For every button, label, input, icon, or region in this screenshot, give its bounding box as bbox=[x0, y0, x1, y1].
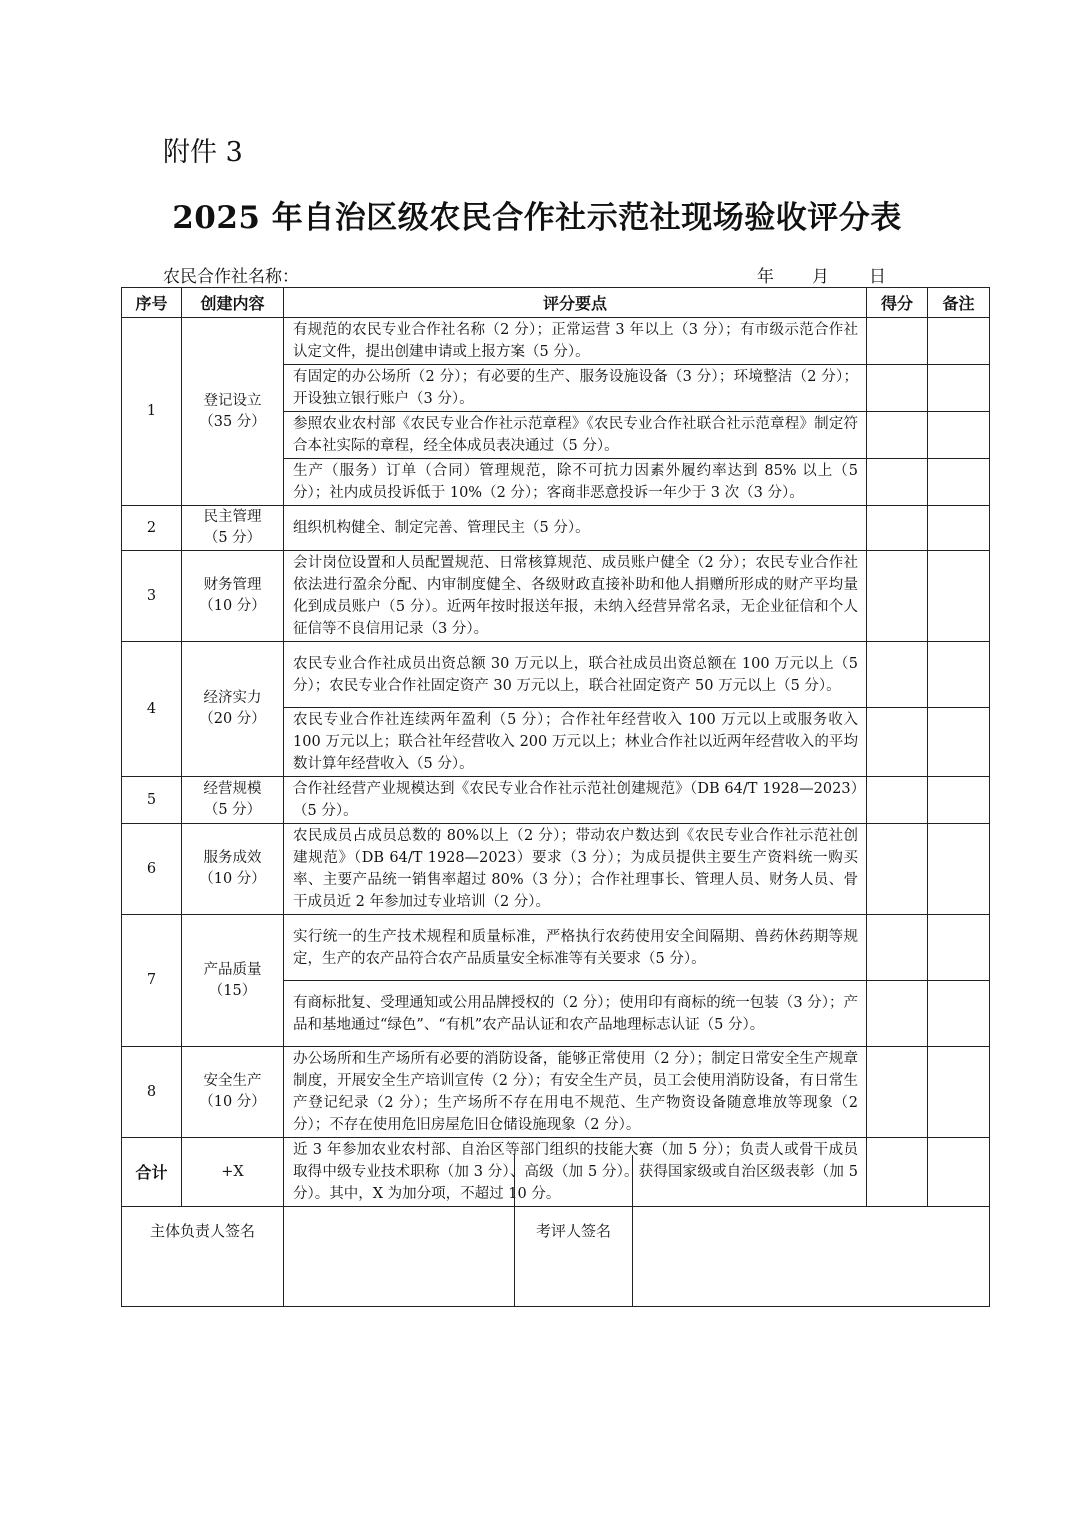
section-name: 服务成效 bbox=[203, 850, 262, 866]
section-max-score: （10 分） bbox=[199, 1094, 266, 1110]
score-cell[interactable] bbox=[867, 459, 928, 506]
section-name: 产品质量 bbox=[203, 961, 262, 978]
remark-cell[interactable] bbox=[928, 981, 990, 1047]
section-content bbox=[182, 642, 284, 777]
section-row bbox=[122, 777, 990, 824]
scoring-point: 实行统一的生产技术规程和质量标准，严格执行农药使用安全间隔期、兽药休药期等规定，生产的农产品符合农产品质量安全标准等有关要求（5 分）。 bbox=[284, 915, 867, 981]
scoring-point: 农民专业合作社成员出资总额 30 万元以上，联合社成员出资总额在 100 万元以上（5 分）；农民专业合作社固定资产 30 万元以上，联合社固定资产 50 万元以上（5 分）。 bbox=[284, 642, 867, 708]
section-number: 7 bbox=[122, 915, 182, 1047]
section-content bbox=[182, 777, 284, 824]
scoring-point: 合作社经营产业规模达到《农民专业合作社示范社创建规范》（DB 64/T 1928—2023）（5 分）。 bbox=[284, 777, 867, 824]
header-row bbox=[122, 288, 990, 318]
section-row bbox=[122, 1047, 990, 1138]
header-no: 序号 bbox=[122, 288, 182, 318]
section-max-score: （5 分） bbox=[203, 530, 262, 546]
scoring-point: 生产（服务）订单（合同）管理规范，除不可抗力因素外履约率达到 85% 以上（5 分）；社内成员投诉低于 10%（2 分）；客商非恶意投诉一年少于 3 次（3 分）。 bbox=[284, 459, 867, 506]
remark-cell[interactable] bbox=[928, 551, 990, 642]
attachment-label: 附件 3 bbox=[163, 137, 243, 168]
header-points: 评分要点 bbox=[284, 288, 867, 318]
scoring-point: 有规范的农民专业合作社名称（2 分）；正常运营 3 年以上（3 分）；有市级示范合作社认定文件，提出创建申请或上报方案（5 分）。 bbox=[284, 318, 867, 365]
section-content bbox=[182, 824, 284, 915]
date-row bbox=[757, 262, 886, 287]
section-max-score: （35 分） bbox=[199, 413, 266, 430]
section-number: 5 bbox=[122, 777, 182, 824]
remark-cell[interactable] bbox=[928, 642, 990, 708]
score-cell[interactable] bbox=[867, 777, 928, 824]
scoring-point: 农民成员占成员总数的 80%以上（2 分）；带动农户数达到《农民专业合作社示范社创建规范》（DB 64/T 1928—2023）要求（3 分）；为成员提供主要生产资料统一购买率、主要产品统一销售率超过 80%（3 分）；合作社理事长、管理人员、财务人员、骨干成员近 2 年参加过专业培训（2 分）。 bbox=[284, 824, 867, 915]
header-remark: 备注 bbox=[928, 288, 990, 318]
score-cell[interactable] bbox=[867, 1047, 928, 1138]
section-name: 民主管理 bbox=[203, 509, 262, 525]
section-content bbox=[182, 915, 284, 1047]
section-content bbox=[182, 551, 284, 642]
header-score: 得分 bbox=[867, 288, 928, 318]
section-max-score: （5 分） bbox=[203, 802, 262, 818]
section-max-score: （10 分） bbox=[199, 598, 266, 614]
score-cell[interactable] bbox=[867, 365, 928, 412]
section-content bbox=[182, 318, 284, 506]
bonus-points: 近 3 年参加农业农村部、自治区等部门组织的技能大赛（加 5 分）；负责人或骨干成员取得中级专业技术职称（加 3 分）、高级（加 5 分）。获得国家级或自治区级表彰（加 5 分）。其中，X 为加分项，不超过 10 分。 bbox=[284, 1138, 867, 1207]
remark-cell[interactable] bbox=[928, 1047, 990, 1138]
section-name: 经营规模 bbox=[203, 781, 262, 797]
section-row bbox=[122, 915, 990, 981]
coop-name-label: 农民合作社名称： bbox=[163, 267, 299, 287]
section-max-score: （15） bbox=[208, 982, 257, 999]
remark-cell[interactable] bbox=[928, 824, 990, 915]
remark-cell[interactable] bbox=[928, 318, 990, 365]
date-day-label: 日 bbox=[869, 267, 886, 287]
section-content bbox=[182, 1047, 284, 1138]
section-row bbox=[122, 551, 990, 642]
scoring-point: 参照农业农村部《农民专业合作社示范章程》《农民专业合作社联合社示范章程》制定符合本社实际的章程，经全体成员表决通过（5 分）。 bbox=[284, 412, 867, 459]
score-cell[interactable] bbox=[867, 642, 928, 708]
scoring-point: 有商标批复、受理通知或公用品牌授权的（2 分）；使用印有商标的统一包装（3 分）；产品和基地通过“绿色”、“有机”农产品认证和农产品地理标志认证（5 分）。 bbox=[284, 981, 867, 1047]
remark-cell[interactable] bbox=[928, 915, 990, 981]
remark-cell[interactable] bbox=[928, 412, 990, 459]
bonus-label: +X bbox=[182, 1138, 284, 1207]
score-cell[interactable] bbox=[867, 551, 928, 642]
score-cell[interactable] bbox=[867, 981, 928, 1047]
date-month-label: 月 bbox=[812, 267, 829, 287]
score-cell[interactable] bbox=[867, 708, 928, 777]
section-name: 登记设立 bbox=[203, 392, 262, 409]
remark-cell[interactable] bbox=[928, 708, 990, 777]
leader-signature-label: 主体负责人签名 bbox=[122, 1155, 284, 1307]
header-content: 创建内容 bbox=[182, 288, 284, 318]
remark-cell[interactable] bbox=[928, 459, 990, 506]
scoring-point: 组织机构健全、制定完善、管理民主（5 分）。 bbox=[284, 506, 867, 551]
date-year-label: 年 bbox=[757, 267, 774, 287]
section-number: 6 bbox=[122, 824, 182, 915]
remark-cell[interactable] bbox=[928, 365, 990, 412]
section-max-score: （20 分） bbox=[199, 711, 266, 727]
total-label: 合计 bbox=[122, 1138, 182, 1207]
section-name: 财务管理 bbox=[203, 577, 262, 593]
section-number: 4 bbox=[122, 642, 182, 777]
section-number: 1 bbox=[122, 318, 182, 506]
scoring-point: 会计岗位设置和人员配置规范、日常核算规范、成员账户健全（2 分）；农民专业合作社依法进行盈余分配、内审制度健全、各级财政直接补助和他人捐赠所形成的财产平均量化到成员账户（5 分）。近两年按时报送年报，未纳入经营异常名录，无企业征信和个人征信等不良信用记录（3 分）。 bbox=[284, 551, 867, 642]
page-title: 2025 年自治区级农民合作社示范社现场验收评分表 bbox=[172, 200, 902, 236]
section-number: 8 bbox=[122, 1047, 182, 1138]
score-cell[interactable] bbox=[867, 412, 928, 459]
section-name: 安全生产 bbox=[203, 1073, 262, 1089]
scoring-point: 农民专业合作社连续两年盈利（5 分）；合作社年经营收入 100 万元以上或服务收入 100 万元以上；联合社年经营收入 200 万元以上；林业合作社以近两年经营收入的平均数计算年经营收入（5 分）。 bbox=[284, 708, 867, 777]
leader-signature-field[interactable] bbox=[284, 1155, 515, 1307]
section-row bbox=[122, 824, 990, 915]
scoring-table bbox=[121, 287, 990, 1207]
section-row bbox=[122, 318, 990, 365]
section-max-score: （10 分） bbox=[199, 871, 266, 887]
signature-table bbox=[121, 1155, 990, 1307]
score-cell[interactable] bbox=[867, 824, 928, 915]
section-content bbox=[182, 506, 284, 551]
section-row bbox=[122, 642, 990, 708]
score-cell[interactable] bbox=[867, 915, 928, 981]
scoring-point: 办公场所和生产场所有必要的消防设备，能够正常使用（2 分）；制定日常安全生产规章制度，开展安全生产培训宣传（2 分）；有安全生产员，员工会使用消防设备，有日常生产登记纪录（2 分）；生产场所不存在用电不规范、生产物资设备随意堆放等现象（2 分）；不存在使用危旧房屋危旧仓储设施现象（2 分）。 bbox=[284, 1047, 867, 1138]
evaluator-signature-label: 考评人签名 bbox=[515, 1155, 633, 1307]
remark-cell[interactable] bbox=[928, 506, 990, 551]
score-cell[interactable] bbox=[867, 506, 928, 551]
section-name: 经济实力 bbox=[203, 690, 262, 706]
evaluator-signature-field[interactable] bbox=[633, 1155, 990, 1307]
section-number: 2 bbox=[122, 506, 182, 551]
section-row bbox=[122, 506, 990, 551]
remark-cell[interactable] bbox=[928, 777, 990, 824]
score-cell[interactable] bbox=[867, 318, 928, 365]
scoring-point: 有固定的办公场所（2 分）；有必要的生产、服务设施设备（3 分）；环境整洁（2 分）；开设独立银行账户（3 分）。 bbox=[284, 365, 867, 412]
signature-row bbox=[122, 1155, 990, 1307]
section-number: 3 bbox=[122, 551, 182, 642]
